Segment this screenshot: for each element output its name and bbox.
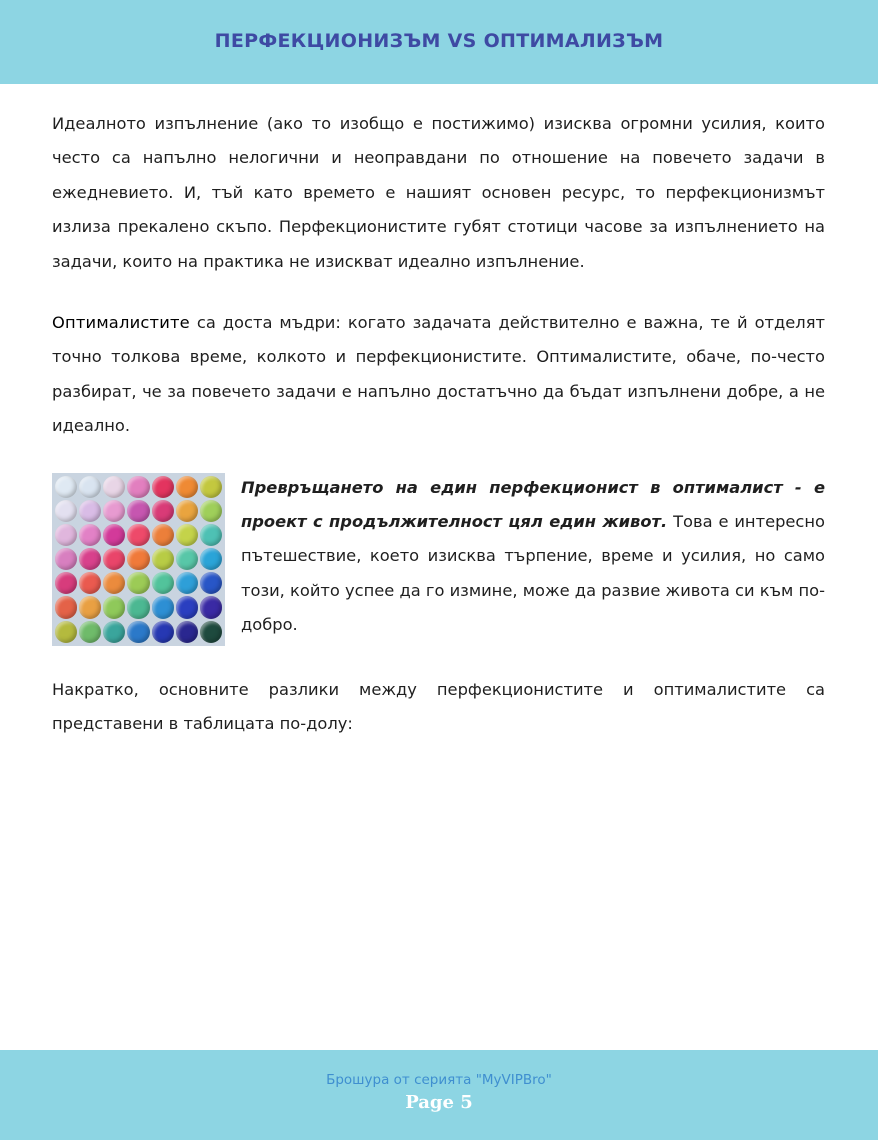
button-dot	[152, 596, 174, 618]
page-header	[0, 0, 878, 84]
button-dot	[55, 476, 77, 498]
button-dot	[55, 548, 77, 570]
colorful-buttons-image	[52, 473, 225, 646]
figure-caption-text	[241, 471, 825, 643]
figure-section	[52, 471, 825, 646]
page-number: Page 5	[405, 1092, 473, 1113]
button-dot	[176, 548, 198, 570]
button-dot	[79, 476, 101, 498]
button-dot	[103, 548, 125, 570]
button-dot	[176, 621, 198, 643]
optimalists-term: Оптималистите	[52, 313, 190, 333]
button-dot	[127, 500, 149, 522]
button-dot	[79, 524, 101, 546]
button-dot	[79, 572, 101, 594]
button-dot	[79, 596, 101, 618]
button-dot	[200, 621, 222, 643]
button-dot	[152, 476, 174, 498]
button-dot	[103, 596, 125, 618]
page-title: ПЕРФЕКЦИОНИЗЪМ VS ОПТИМАЛИЗЪМ	[214, 30, 664, 52]
button-dot	[200, 476, 222, 498]
button-dot	[176, 476, 198, 498]
button-dot	[55, 596, 77, 618]
figure-emphasis: Превръщането на един перфекционист в оптималист - е проект с продължителност цял един живот.	[241, 477, 825, 532]
button-dot	[55, 524, 77, 546]
button-dot	[103, 524, 125, 546]
page-footer	[0, 1050, 878, 1140]
button-dot	[152, 548, 174, 570]
button-dot	[127, 524, 149, 546]
button-dot	[200, 596, 222, 618]
button-dot	[103, 621, 125, 643]
button-dot	[127, 596, 149, 618]
button-dot	[200, 572, 222, 594]
button-dot	[55, 500, 77, 522]
button-dot	[200, 548, 222, 570]
paragraph-intro: Идеалното изпълнение (ако то изобщо е постижимо) изисква огромни усилия, които често са напълно нелогични и неоправдани по отношение на повечето задачи в ежедневието. И, тъй като времето е нашият основен ресурс, то перфекционизмът излиза прекалено скъпо. Перфекционистите губят стотици часове за изпълнението на задачи, които на практика не изискват идеално изпълнение.	[52, 114, 825, 271]
button-dot	[200, 524, 222, 546]
button-dot	[55, 621, 77, 643]
optimalists-description: са доста мъдри: когато задачата действително е важна, те й отделят точно толкова време, колкото и перфекционистите. Оптималистите, обаче, по-често разбират, че за повечето задачи е напълно достатъчно да бъдат изпълнени добре, а не идеално.	[52, 313, 825, 436]
button-dot	[176, 572, 198, 594]
button-dot	[152, 524, 174, 546]
button-dot	[127, 476, 149, 498]
button-dot	[79, 621, 101, 643]
button-dot	[176, 596, 198, 618]
brochure-label: Брошура от серията "MyVIPBro"	[326, 1072, 552, 1088]
button-dot	[79, 548, 101, 570]
figure-rest: Това е интересно пътешествие, което изисква търпение, време и усилия, но само този, който успее да го измине, може да развие живота си към по-добро.	[241, 512, 825, 635]
button-dot	[152, 500, 174, 522]
button-dot	[152, 572, 174, 594]
paragraph-summary: Накратко, основните разлики между перфекционистите и оптималистите са представени в таблицата по-долу:	[52, 679, 825, 734]
button-dot	[127, 572, 149, 594]
paragraph-optimalists	[52, 306, 825, 444]
button-dot	[176, 524, 198, 546]
button-dot	[127, 621, 149, 643]
button-dot	[79, 500, 101, 522]
button-dot	[200, 500, 222, 522]
document-body	[52, 107, 825, 768]
button-dot	[152, 621, 174, 643]
button-dot	[103, 500, 125, 522]
button-dot	[55, 572, 77, 594]
button-dot	[176, 500, 198, 522]
button-dot	[103, 572, 125, 594]
button-dot	[103, 476, 125, 498]
button-dot	[127, 548, 149, 570]
